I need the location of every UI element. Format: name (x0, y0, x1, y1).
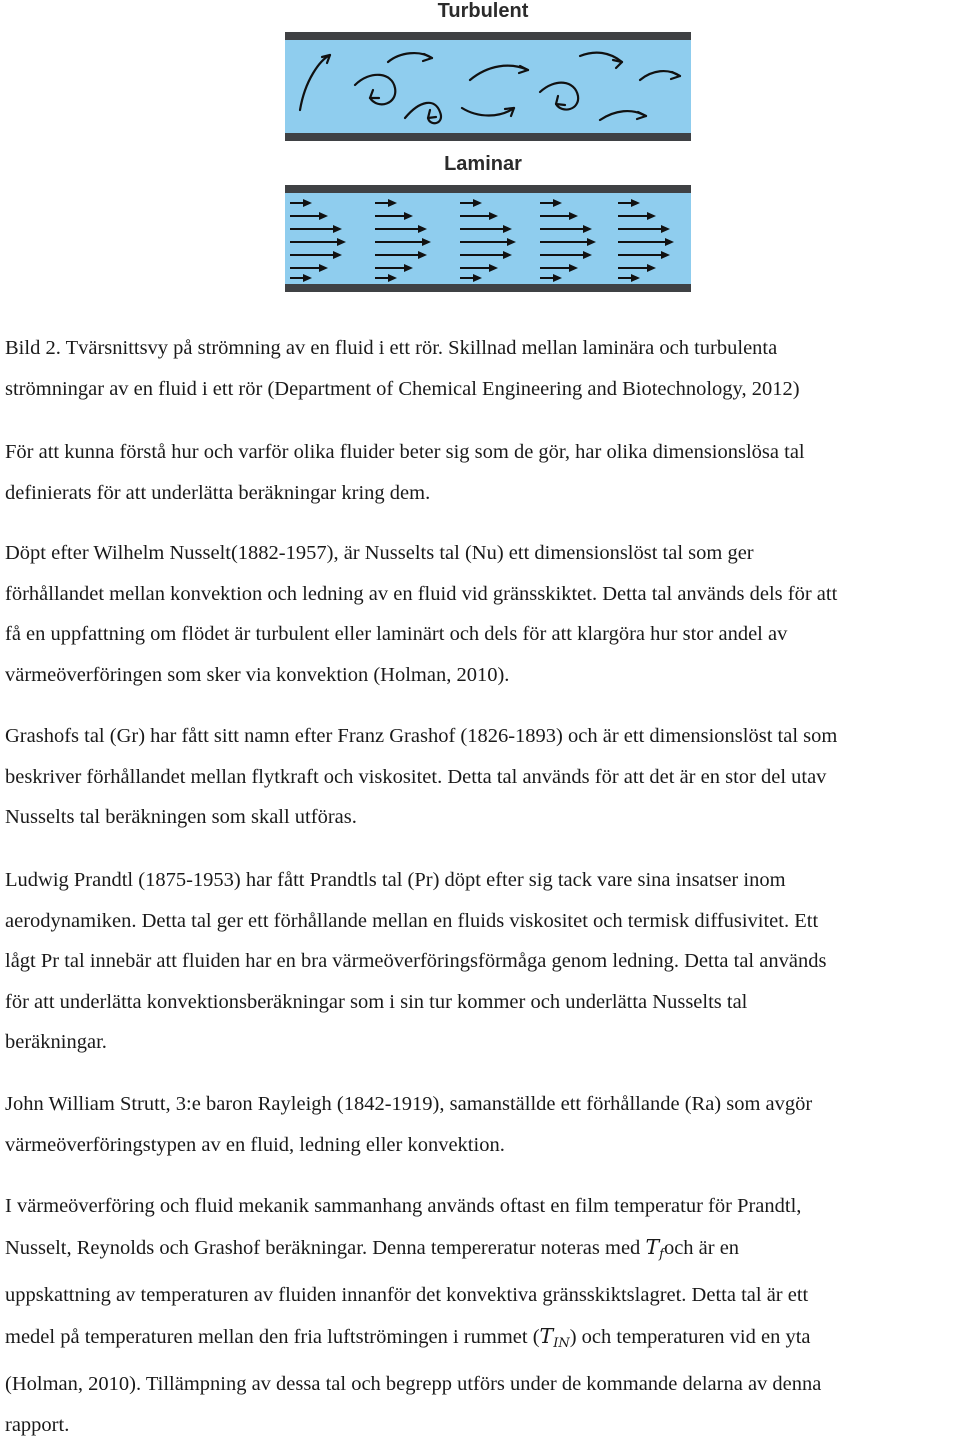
paragraph-prandtl (5, 860, 957, 1063)
fluid-region (285, 193, 691, 284)
text-line: värmeöverföringen som sker via konvektion (Holman, 2010). (5, 655, 957, 696)
caption-line: Bild 2. Tvärsnittsvy på strömning av en fluid i ett rör. Skillnad mellan laminära och turbulenta (5, 328, 957, 369)
text-line: lågt Pr tal innebär att fluiden har en bra värmeöverföringsförmåga genom ledning. Detta tal används (5, 941, 957, 982)
paragraph-rayleigh (5, 1084, 957, 1165)
text-line: rapport. (5, 1405, 957, 1445)
math-subscript: IN (553, 1336, 570, 1351)
text-line: definierats för att underlätta beräkningar kring dem. (5, 473, 957, 514)
pipe-wall-top (285, 185, 691, 193)
text-segment: Nusselt, Reynolds och Grashof beräkningar. Denna tempereratur noteras med (5, 1237, 640, 1259)
text-segment: och är en (664, 1237, 739, 1259)
paragraph-nusselt (5, 533, 957, 695)
text-line: förhållandet mellan konvektion och ledning av en fluid vid gränsskiktet. Detta tal används dels för att (5, 574, 957, 615)
caption-line: strömningar av en fluid i ett rör (Department of Chemical Engineering and Biotechnology, 2012) (5, 369, 957, 410)
text-line: Nusselts tal beräkningen som skall utföras. (5, 797, 957, 838)
text-line: John William Strutt, 3:e baron Rayleigh (1842-1919), samanställde ett förhållande (Ra) som avgör (5, 1084, 957, 1125)
text-segment: medel på temperaturen mellan den fria luftströmingen i rummet ( (5, 1326, 540, 1348)
text-line: Döpt efter Wilhelm Nusselt(1882-1957), är Nusselts tal (Nu) ett dimensionslöst tal som ger (5, 533, 957, 574)
pipe-wall-bottom (285, 284, 691, 292)
turbulent-label: Turbulent (438, 0, 529, 22)
paragraph-intro (5, 432, 957, 513)
text-segment: ) och temperaturen vid en yta (570, 1326, 811, 1348)
text-line (5, 1227, 957, 1276)
pipe-wall-top (285, 32, 691, 40)
flow-figure (0, 0, 960, 300)
text-line: Ludwig Prandtl (1875-1953) har fått Prandtls tal (Pr) döpt efter sig tack vare sina insatser inom (5, 860, 957, 901)
math-subscript: f (659, 1247, 664, 1262)
fluid-region (285, 40, 691, 133)
text-line: I värmeöverföring och fluid mekanik sammanhang används oftast en film temperatur för Prandtl, (5, 1186, 957, 1227)
text-line: värmeöverföringstypen av en fluid, ledning eller konvektion. (5, 1125, 957, 1166)
paragraph-film-temperature (5, 1186, 957, 1445)
math-tf (645, 1235, 664, 1259)
text-line: Grashofs tal (Gr) har fått sitt namn efter Franz Grashof (1826-1893) och är ett dimensionslöst tal som (5, 716, 957, 757)
paragraph-grashof (5, 716, 957, 838)
figure-caption (5, 328, 957, 410)
text-line: för att underlätta konvektionsberäkningar som i sin tur kommer och underlätta Nusselts tal (5, 982, 957, 1023)
laminar-pipe (285, 185, 691, 292)
text-line: aerodynamiken. Detta tal ger ett förhållande mellan en fluids viskositet och termisk diffusivitet. Ett (5, 901, 957, 942)
text-line: (Holman, 2010). Tillämpning av dessa tal och begrepp utförs under de kommande delarna av denna (5, 1364, 957, 1405)
pipe-wall-bottom (285, 133, 691, 141)
text-line: beräkningar. (5, 1022, 957, 1063)
math-base: T (645, 1235, 659, 1259)
math-base: T (540, 1324, 554, 1348)
text-line: För att kunna förstå hur och varför olika fluider beter sig som de gör, har olika dimensionslösa tal (5, 432, 957, 473)
math-tin (540, 1324, 570, 1348)
text-line (5, 1316, 957, 1365)
text-line: få en uppfattning om flödet är turbulent eller laminärt och dels för att klargöra hur stor andel av (5, 614, 957, 655)
text-line: beskriver förhållandet mellan flytkraft och viskositet. Detta tal används för att det är en stor del utav (5, 757, 957, 798)
laminar-label: Laminar (444, 153, 522, 175)
turbulent-pipe (285, 32, 691, 141)
text-line: uppskattning av temperaturen av fluiden innanför det konvektiva gränsskiktslagret. Detta tal är ett (5, 1275, 957, 1316)
